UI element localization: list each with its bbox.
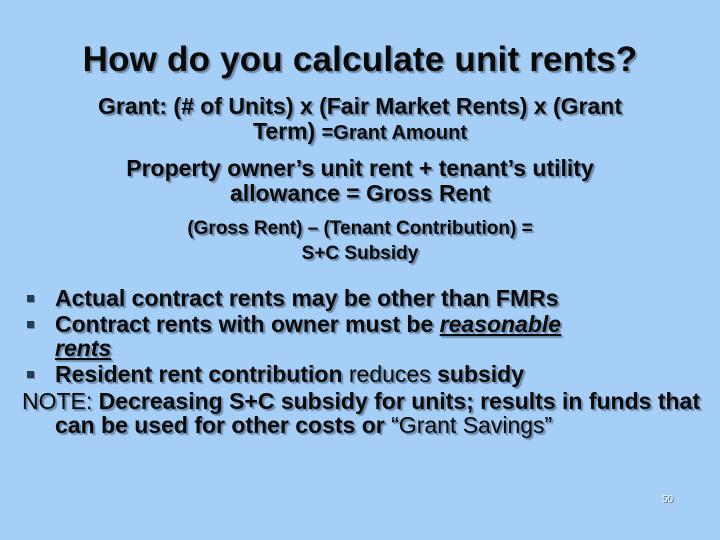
bullet-square-icon	[27, 295, 34, 302]
bullet-text-3a: Resident rent contribution	[55, 361, 349, 387]
bullet-list	[22, 286, 702, 437]
property-line-1: Property owner’s unit rent + tenant’s utility	[126, 155, 594, 181]
rents-emphasis: rents	[55, 335, 112, 361]
reasonable-emphasis: reasonable	[439, 311, 562, 337]
subsidy-line-2: S+C Subsidy	[301, 243, 419, 264]
note-label: NOTE:	[22, 388, 99, 414]
bullet-square-icon	[27, 371, 34, 378]
grant-savings-text: “Grant Savings”	[391, 412, 553, 438]
grant-line-2	[0, 119, 720, 146]
note-paragraph	[22, 389, 702, 437]
bullet-text-1: Actual contract rents may be other than FMRs	[55, 285, 559, 311]
grant-amount-text: =Grant Amount	[321, 122, 467, 144]
bullet-square-icon	[27, 321, 34, 328]
slide-title: How do you calculate unit rents?	[82, 40, 638, 79]
note-text: Decreasing S+C subsidy for units; results in funds that can be used for other costs or	[55, 388, 700, 438]
gross-rent-formula	[0, 156, 720, 206]
bullet-text-2: Contract rents with owner must be	[55, 311, 440, 337]
subsidy-formula	[0, 216, 720, 266]
grant-line-1: Grant: (# of Units) x (Fair Market Rents) x (Grant	[98, 93, 622, 119]
bullet-text-3b: reduces	[348, 361, 431, 387]
bullet-text-3c: subsidy	[430, 361, 525, 387]
page-number: 50	[662, 494, 674, 505]
bullet-item-2	[22, 312, 702, 360]
grant-formula	[0, 94, 720, 146]
grant-term-text: Term)	[253, 118, 322, 144]
property-line-2: allowance = Gross Rent	[229, 180, 491, 206]
bullet-item-1	[22, 286, 702, 310]
bullet-item-3	[22, 362, 702, 386]
subsidy-line-1: (Gross Rent) – (Tenant Contribution) =	[187, 218, 533, 239]
